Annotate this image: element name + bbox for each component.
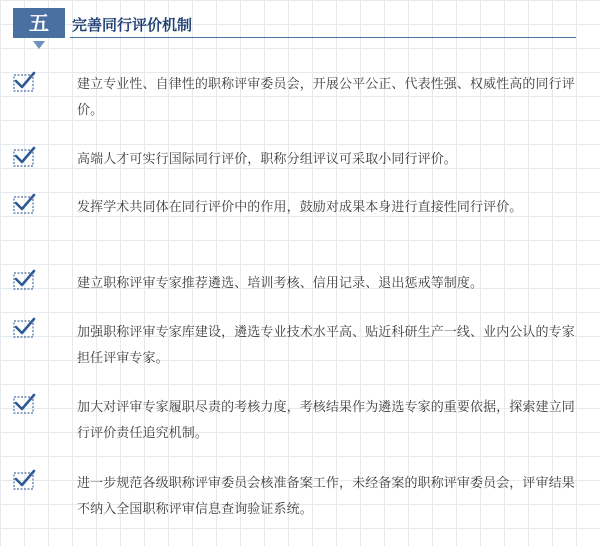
item-text: 加大对评审专家履职尽责的考核力度，考核结果作为遴选专家的重要依据，探索建立同行评价责任追究机制。 (77, 400, 575, 441)
checkbox-check-icon (13, 468, 35, 490)
section-title: 完善同行评价机制 (72, 16, 193, 34)
item-text: 进一步规范各级职称评审委员会核准备案工作，未经备案的职称评审委员会，评审结果不纳入全国职称评审信息查询验证系统。 (77, 476, 575, 517)
item-text: 建立专业性、自律性的职称评审委员会，开展公平公正、代表性强、权威性高的同行评价。 (77, 77, 575, 118)
item-text: 高端人才可实行国际同行评价，职称分组评议可采取小同行评价。 (77, 152, 457, 167)
item-text: 加强职称评审专家库建设，遴选专业技术水平高、贴近科研生产一线、业内公认的专家担任评审专家。 (77, 325, 575, 366)
item-text: 建立职称评审专家推荐遴选、培训考核、信用记录、退出惩戒等制度。 (77, 276, 484, 291)
checkbox-check-icon (13, 392, 35, 414)
checkbox-check-icon (13, 192, 35, 214)
checkbox-check-icon (13, 268, 35, 290)
checkbox-check-icon (13, 145, 35, 167)
item-text: 发挥学术共同体在同行评价中的作用，鼓励对成果本身进行直接性同行评价。 (77, 200, 523, 215)
section-number-badge: 五 (13, 8, 65, 38)
checkbox-check-icon (13, 70, 35, 92)
checkbox-check-icon (13, 316, 35, 338)
